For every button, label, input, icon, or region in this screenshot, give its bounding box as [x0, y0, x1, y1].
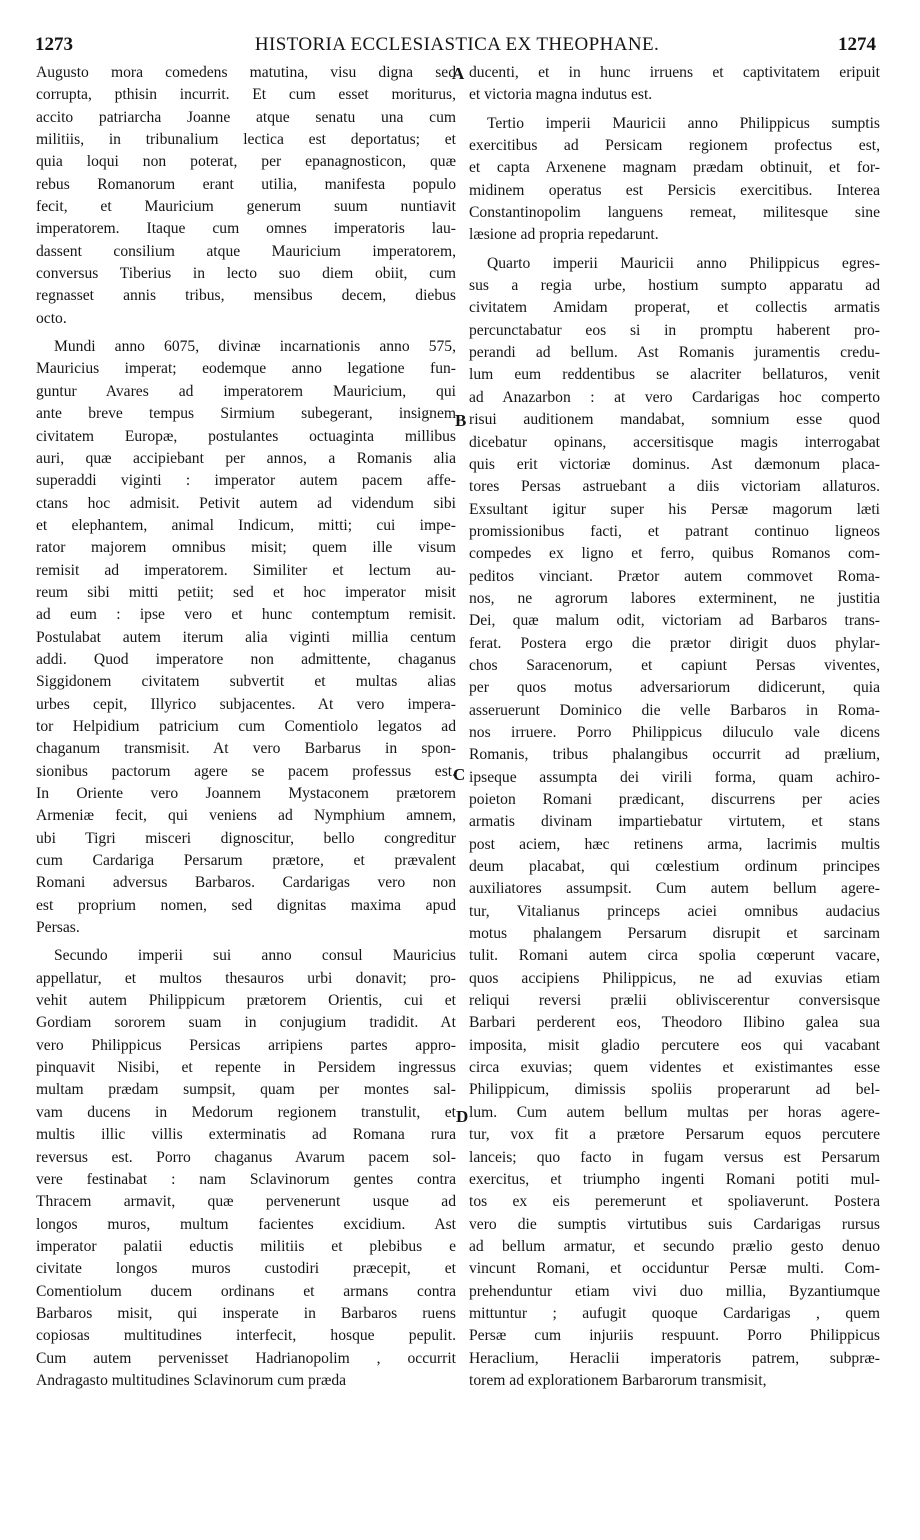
text-line: tos ex eis peremerunt et spoliaverunt. Postera: [469, 1193, 880, 1211]
text-line: et elephantem, animal Indicum, mitti; cui impe-: [36, 516, 456, 534]
text-line: læsione ad propria repedarunt.: [469, 226, 659, 244]
text-line: urbes cepit, Illyrico subjacentes. At vero impera-: [36, 695, 456, 713]
text-line: fecit, et Mauricium generum suum nuntiavit: [36, 198, 456, 216]
text-line: auxiliatores assumpsit. Cum autem bellum agere-: [469, 880, 880, 898]
text-line: lum. Cum autem bellum multas per horas agere-: [469, 1103, 880, 1121]
text-line: civitatem Europæ, postulantes octuaginta millibus: [36, 427, 456, 445]
text-line: Mauricius imperat; eodemque anno legatione fun-: [36, 360, 456, 378]
text-line: lanceis; quo facto in fugam versus est Persarum: [469, 1148, 880, 1166]
text-line: tulit. Romani autem circa spolia cœperunt vacare,: [469, 947, 880, 965]
text-line: guntur Avares ad imperatorem Mauricium, qui: [36, 382, 456, 400]
text-line: deum placabat, qui cœlestium ordinum principes: [469, 858, 880, 876]
text-line: ante breve tempus Sirmium subegerant, insignem: [36, 405, 456, 423]
text-line: exercitibus ad Persicam regionem profectus est,: [469, 137, 880, 155]
text-line: motus phalangem Persarum disrupit et sarcinam: [469, 925, 880, 943]
paragraph: [36, 62, 456, 330]
text-line: post aciem, hæc retinens arma, lacrimis multis: [469, 835, 880, 853]
paragraph: [469, 113, 880, 247]
text-line: copiosas multitudines interfecit, hosque pepulit.: [36, 1327, 456, 1345]
text-line: vere festinabat : nam Sclavinorum gentes contra: [36, 1170, 456, 1188]
text-line: multis illic villis exterminatis ad Romana rura: [36, 1126, 456, 1144]
text-line: risui auditionem mandabat, somnium esse quod: [469, 411, 880, 429]
text-line: exercitus, et triumpho ingenti Romani potiti mul-: [469, 1170, 880, 1188]
text-line: dicebatur opinans, accersitisque magis interrogabat: [469, 433, 880, 451]
text-line: conversus Tiberius in lecto suo diem obiit, cum: [36, 265, 456, 283]
text-line: nos, ne agrorum labores exterminent, ne justitia: [469, 589, 880, 607]
text-line: regnasset annis tribus, mensibus decem, diebus: [36, 287, 456, 305]
text-line: civitatem Amidam properat, et collectis armatis: [469, 299, 880, 317]
paragraph: [469, 253, 880, 1393]
text-line: rator majorem omnibus misit; quem ille visum: [36, 539, 456, 557]
text-line: corrupta, pthisin incurrit. Et cum esset moriturus,: [36, 86, 456, 104]
text-line: quia loqui non poterat, per epanagnosticon, quæ: [36, 153, 456, 171]
text-line: imperatorem. Itaque cum omnes imperatoris lau-: [36, 220, 456, 238]
text-line: civitate longos muros custodiri præcepit, et: [36, 1260, 456, 1278]
paragraph: [469, 62, 880, 107]
text-line: chos Saracenorum, et capiunt Persas viventes,: [469, 656, 880, 674]
text-line: dassent consilium atque Mauricium imperatorem,: [36, 242, 456, 260]
text-line: addi. Quod imperatore non admittente, chaganus: [36, 650, 456, 668]
text-line: tur, Vitalianus princeps aciei omnibus audacius: [469, 902, 880, 920]
text-line: Romani adversus Barbaros. Cardarigas vero non: [36, 874, 456, 892]
text-line: Siggidonem civitatem subvertit et multas alias: [36, 673, 456, 691]
text-line: Romanis, tribus phalangibus occurrit ad prælium,: [469, 746, 880, 764]
margin-marker-c: C: [453, 765, 466, 784]
text-line: reversus est. Porro chaganus Avarum pacem sol-: [36, 1148, 456, 1166]
text-line: torem ad explorationem Barbarorum transmisit,: [469, 1371, 767, 1389]
text-line: Philippicum, dimissis spoliis properarunt ad bel-: [469, 1081, 880, 1099]
text-line: est proprium nomen, sed dignitas maxima apud: [36, 896, 456, 914]
paragraph: [36, 945, 456, 1392]
text-line: sionibus pactorum agere se pacem professus est.: [36, 762, 456, 780]
text-line: circa exuvias; quem videntes et existimantes esse: [469, 1059, 880, 1077]
text-line: Secundo imperii sui anno consul Mauricius: [54, 947, 456, 965]
text-line: Augusto mora comedens matutina, visu digna sed: [36, 64, 456, 81]
text-line: percunctabatur eos si in promptu haberent pro-: [469, 321, 880, 339]
text-line: militiis, in tribunalium lectica est deportatus; et: [36, 131, 456, 149]
text-line: auri, quæ accipiebant per annos, a Romanis alia: [36, 449, 456, 467]
text-line: remisit ad imperatorem. Similiter et lectum au-: [36, 561, 456, 579]
text-line: Barbari perderent eos, Theodoro Ilibino galea sua: [469, 1014, 880, 1032]
paragraph: [36, 336, 456, 939]
right-page-number: 1274: [838, 34, 876, 55]
text-line: midinem operatus est Persicis exercitibus. Interea: [469, 181, 880, 199]
text-line: Thracem armavit, quæ pervenerunt usque ad: [36, 1193, 456, 1211]
margin-marker-d: D: [456, 1107, 469, 1126]
left-column: [36, 62, 456, 1392]
text-line: cum Cardariga Persarum prætore, et prævalent: [36, 852, 456, 870]
text-line: vehit autem Philippicum prætorem Orientis, cui et: [36, 992, 456, 1010]
text-line: quos accipiens Philippicus, ne ad exuvias etiam: [469, 969, 880, 987]
margin-marker-b: B: [455, 411, 467, 430]
text-line: pinquavit Nisibi, et repente in Persidem ingressus: [36, 1059, 456, 1077]
text-line: quis erit victoriæ dominus. Ast dæmonum placa-: [469, 455, 880, 473]
text-line: mittuntur ; aufugit quoque Cardarigas , quem: [469, 1304, 880, 1322]
text-line: tur, vox fit a prætore Persarum equos percutere: [469, 1126, 880, 1144]
margin-marker-a: A: [452, 64, 465, 83]
text-line: per quos motus adversariorum didicerunt, quia: [469, 679, 880, 697]
text-line: Persæ cum injuriis respuunt. Porro Philippicus: [469, 1327, 880, 1345]
text-line: reum sibi mitti petiit; sed et hoc imperator misit: [36, 583, 456, 601]
text-line: lum eum reddentibus se alacriter bellaturos, venit: [469, 366, 880, 384]
text-line: reliqui reversi prælii obliviscerentur conversisque: [469, 992, 880, 1010]
text-line: ipseque assumpta dei virili forma, quam achiro-: [469, 768, 880, 786]
text-line: tor Helpidium patricium cum Comentiolo legatos ad: [36, 717, 456, 735]
text-line: superaddi viginti : imperator autem pacem affe-: [36, 472, 456, 490]
text-line: vam ducens in Medorum regionem transtulit, et: [36, 1103, 456, 1121]
text-line: Exsultant igitur super his Persæ magorum læti: [469, 500, 880, 518]
text-line: ad eum : ipse vero et hunc contemptum remisit.: [36, 606, 456, 624]
text-line: Persas.: [36, 919, 80, 937]
text-line: octo.: [36, 309, 67, 327]
text-line: prehenduntur etiam vivi duo millia, Byzantiumque: [469, 1282, 880, 1300]
running-title: HISTORIA ECCLESIASTICA EX THEOPHANE.: [254, 34, 660, 55]
text-line: imperator palatii eductis militiis et plebibus e: [36, 1237, 456, 1255]
text-line: appellatur, et multos thesauros urbi donavit; pro-: [36, 969, 456, 987]
text-line: Barbaros misit, qui insperate in Barbaros ruens: [36, 1304, 456, 1322]
text-line: perandi ad bellum. Ast Romanis juramentis credu-: [469, 344, 880, 362]
text-line: ferat. Postera ergo die prætor dirigit duos phylar-: [469, 634, 880, 652]
text-line: promissionibus facti, et patrant continuo ligneos: [469, 522, 880, 540]
text-line: Dei, quæ malum odit, victoriam ad Barbaros trans-: [469, 612, 880, 630]
text-line: Andragasto multitudines Sclavinorum cum præda: [36, 1371, 347, 1389]
text-line: Armeniæ fecit, qui veniens ad Nymphium amnem,: [36, 807, 456, 825]
text-line: chaganum transmisit. At vero Barbarus in spon-: [36, 740, 456, 758]
text-line: ad bellum armatur, et secundo prælio gesto denuo: [469, 1237, 880, 1255]
text-line: nos irruere. Porro Philippicus diluculo vale dicens: [469, 723, 880, 741]
text-line: sus a regia urbe, hostium sumpto apparatu ad: [469, 277, 880, 295]
text-line: vero Philippicus Persicas arripiens partes appro-: [36, 1036, 456, 1054]
text-line: Heraclium, Heraclii imperatoris patrem, subpræ-: [469, 1349, 880, 1367]
text-line: Tertio imperii Mauricii anno Philippicus sumptis: [487, 114, 880, 132]
text-line: ctans hoc admisit. Petivit autem ad videndum sibi: [36, 494, 456, 512]
right-column: [469, 62, 880, 1392]
text-line: ducenti, et in hunc irruens et captivitatem eripuit: [469, 64, 880, 81]
text-line: peditos vinciant. Prætor autem commovet Roma-: [469, 567, 880, 585]
text-line: et capta Arxenene magnam prædam obtinuit, et for-: [469, 159, 880, 177]
text-line: ad Anazarbon : at vero Cardarigas hoc comperto: [469, 388, 880, 406]
text-line: Gordiam sororem suam in conjugium tradidit. At: [36, 1014, 456, 1032]
text-line: longos muros, multum facientes excidium. Ast: [36, 1215, 456, 1233]
text-line: Constantinopolim languens remeat, militesque sine: [469, 204, 880, 222]
text-line: imposita, misit gladio percutere eos qui vacabant: [469, 1036, 880, 1054]
text-line: vero die sumptis virtutibus suis Cardarigas rursus: [469, 1215, 880, 1233]
text-line: multam prædam sumpsit, quam per montes sal-: [36, 1081, 456, 1099]
text-line: Cum autem pervenisset Hadrianopolim , occurrit: [36, 1349, 456, 1367]
text-line: et victoria magna indutus est.: [469, 86, 653, 104]
text-line: ubi Tigri misceri dignoscitur, bello congreditur: [36, 829, 456, 847]
text-line: vincunt Romani, et occiduntur Persæ multi. Com-: [469, 1260, 880, 1278]
text-line: Comentiolum ducem ordinans et armans contra: [36, 1282, 456, 1300]
text-line: rebus Romanorum erant utilia, manifesta populo: [36, 175, 456, 193]
text-line: Quarto imperii Mauricii anno Philippicus egres-: [487, 254, 880, 272]
text-line: compedes ex ligno et ferro, quibus Romanos com-: [469, 545, 880, 563]
text-line: accito patriarcha Joanne atque senatu una cum: [36, 108, 456, 126]
text-line: asseruerunt Dominico die velle Barbaros in Roma-: [469, 701, 880, 719]
text-line: Postulabat autem iterum alia viginti millia centum: [36, 628, 456, 646]
text-line: tores Persas astruebant a diis victoriam allaturos.: [469, 478, 880, 496]
text-line: armatis divinam impartiebatur virtutem, et stans: [469, 813, 880, 831]
left-page-number: 1273: [35, 34, 73, 55]
text-line: Mundi anno 6075, divinæ incarnationis anno 575,: [54, 338, 456, 356]
text-line: In Oriente vero Joannem Mystaconem prætorem: [36, 785, 456, 802]
text-line: poieton Romani prædicant, discurrens per acies: [469, 791, 880, 808]
